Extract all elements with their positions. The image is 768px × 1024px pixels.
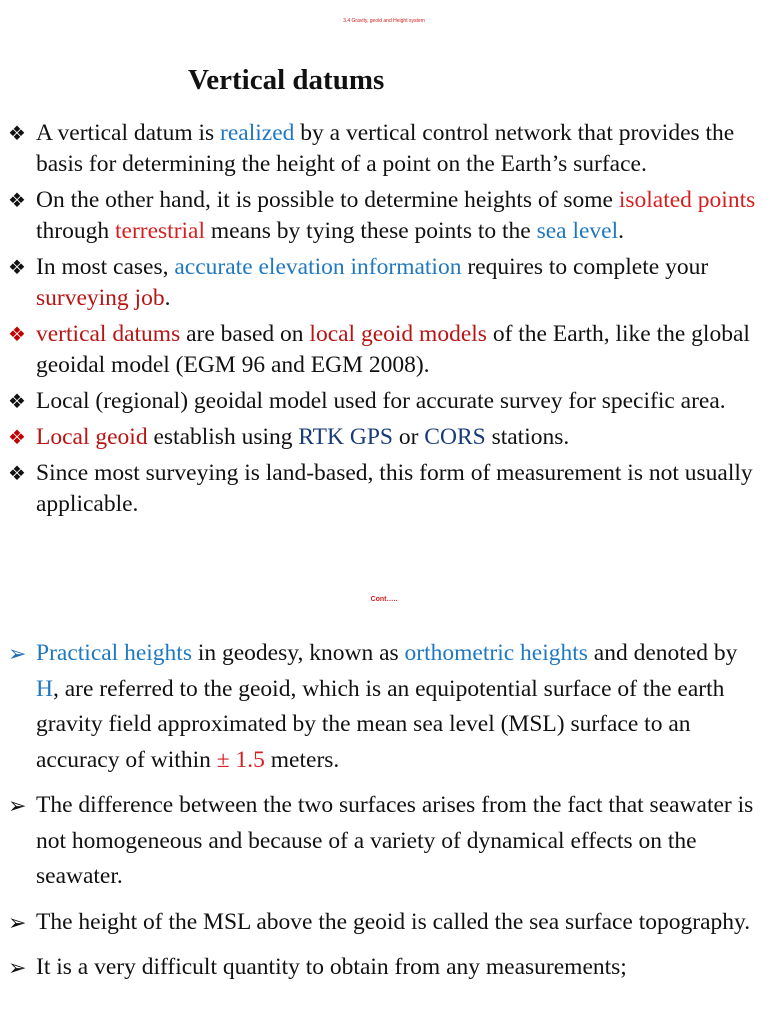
slide-1-bullets: [8, 118, 760, 576]
page-title: Vertical datums: [188, 64, 385, 96]
arrow-bullet-icon: ➢: [8, 641, 27, 666]
arrow-bullet-icon: ➢: [8, 909, 27, 935]
diamond-bullet-icon: ❖: [8, 427, 26, 449]
bullet-local-geoid: ❖ Local geoid establish using RTK GPS or CORS stations.: [8, 422, 760, 453]
header-note: 3.4 Gravity, geoid and Height system: [343, 18, 425, 24]
diamond-bullet-icon: ❖: [8, 257, 26, 279]
bullet-elevation-info: ❖ In most cases, accurate elevation information requires to complete your surveying job.: [8, 254, 709, 311]
diamond-bullet-icon: ❖: [8, 123, 26, 145]
bullet-vertical-datum: ❖ A vertical datum is realized by a vertical control network that provides the basis for determining the height of a point on the Earth’s surface.: [8, 120, 735, 177]
arrow-bullet-icon: ➢: [8, 793, 27, 818]
bullet-regional-model: ❖ Local (regional) geoidal model used for accurate survey for specific area.: [8, 386, 760, 417]
bullet-surface-difference: ➢ The difference between the two surfaces arises from the fact that seawater is not homogeneous and because of a variety of dynamical effects on the seawater.: [8, 788, 760, 895]
diamond-bullet-icon: ❖: [8, 190, 26, 212]
bullet-land-based: ❖ Since most surveying is land-based, this form of measurement is not usually applicable.: [8, 460, 753, 517]
bullet-practical-heights: ➢ Practical heights in geodesy, known as orthometric heights and denoted by H, are referred to the geoid, which is an equipotential surface of the earth gravity field approximated by the mean sea level (MSL) surface to an accuracy of within ± 1.5 meters.: [8, 636, 760, 778]
bullet-sea-surface-topography: ➢ The height of the MSL above the geoid is called the sea surface topography.: [8, 905, 760, 941]
diamond-bullet-icon: ❖: [8, 391, 26, 413]
arrow-bullet-icon: ➢: [8, 955, 27, 980]
continued-label: Cont…..: [370, 596, 398, 603]
bullet-geoid-models: ❖ vertical datums are based on local geoid models of the Earth, like the global geoidal model (EGM 96 and EGM 2008).: [8, 321, 750, 378]
diamond-bullet-icon: ❖: [8, 463, 26, 485]
bullet-difficult-quantity: ➢ It is a very difficult quantity to obtain from any measurements;: [8, 950, 760, 986]
bullet-isolated-points: ❖ On the other hand, it is possible to determine heights of some isolated points through terrestrial means by tying these points to the sea level.: [8, 187, 756, 244]
diamond-bullet-icon: ❖: [8, 324, 26, 346]
slide-2-bullets: [8, 636, 760, 1024]
